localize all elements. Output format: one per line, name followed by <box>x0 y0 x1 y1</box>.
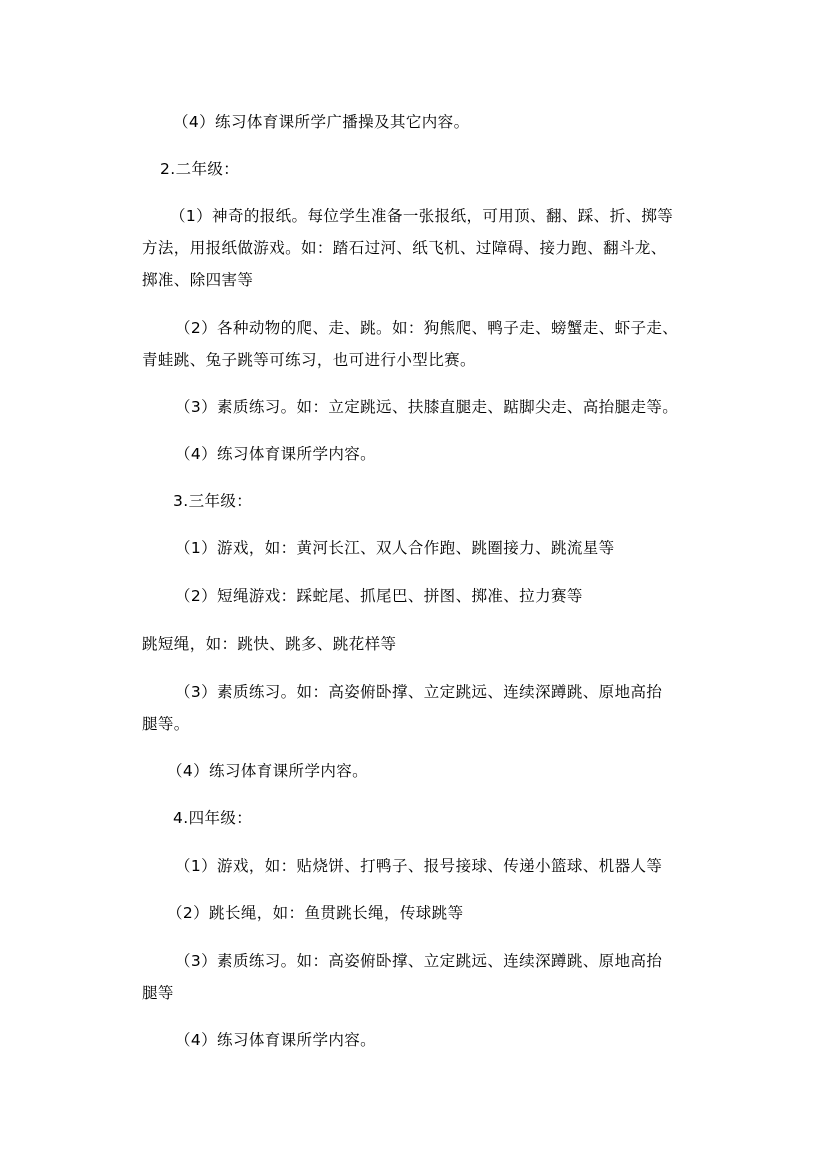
paragraph-grade2-item4: （4）练习体育课所学内容。 <box>175 445 377 463</box>
paragraph-grade4-item4: （4）练习体育课所学内容。 <box>175 1031 377 1049</box>
paragraph-grade4-item1: （1）游戏，如：贴烧饼、打鸭子、报号接球、传递小篮球、机器人等 <box>175 857 663 875</box>
paragraph-grade2-item2-line2: 青蛙跳、兔子跳等可练习，也可进行小型比赛。 <box>142 351 476 369</box>
paragraph-grade4-item3-line2: 腿等 <box>142 984 174 1002</box>
heading-grade2: 2.二年级： <box>160 160 240 178</box>
paragraph-grade3-item3-line1: （3）素质练习。如：高姿俯卧撑、立定跳远、连续深蹲跳、原地高抬 <box>175 683 663 701</box>
paragraph-grade3-item1: （1）游戏，如：黄河长江、双人合作跑、跳圈接力、跳流星等 <box>175 539 615 557</box>
paragraph-grade3-item4: （4）练习体育课所学内容。 <box>167 762 369 780</box>
paragraph-grade2-item1-line2: 方法，用报纸做游戏。如：踏石过河、纸飞机、过障碍、接力跑、翻斗龙、 <box>142 239 667 257</box>
paragraph-grade2-item3: （3）素质练习。如：立定跳远、扶膝直腿走、踮脚尖走、高抬腿走等。 <box>175 398 679 416</box>
heading-grade3: 3.三年级： <box>173 492 253 510</box>
paragraph-grade3-jump-rope: 跳短绳，如：跳快、跳多、跳花样等 <box>142 635 397 653</box>
paragraph-grade4-item2: （2）跳长绳，如：鱼贯跳长绳，传球跳等 <box>167 904 464 922</box>
paragraph-grade2-item1-line1: （1）神奇的报纸。每位学生准备一张报纸，可用顶、翻、踩、折、掷等 <box>170 207 674 225</box>
paragraph-grade3-item3-line2: 腿等。 <box>142 715 190 733</box>
paragraph-grade2-item1-line3: 掷准、除四害等 <box>142 271 254 289</box>
paragraph-grade1-item4: （4）练习体育课所学广播操及其它内容。 <box>173 113 470 131</box>
paragraph-grade4-item3-line1: （3）素质练习。如：高姿俯卧撑、立定跳远、连续深蹲跳、原地高抬 <box>175 952 663 970</box>
heading-grade4: 4.四年级： <box>173 809 253 827</box>
paragraph-grade3-item2: （2）短绳游戏：踩蛇尾、抓尾巴、拼图、掷准、拉力赛等 <box>175 587 583 605</box>
paragraph-grade2-item2-line1: （2）各种动物的爬、走、跳。如：狗熊爬、鸭子走、螃蟹走、虾子走、 <box>175 319 679 337</box>
